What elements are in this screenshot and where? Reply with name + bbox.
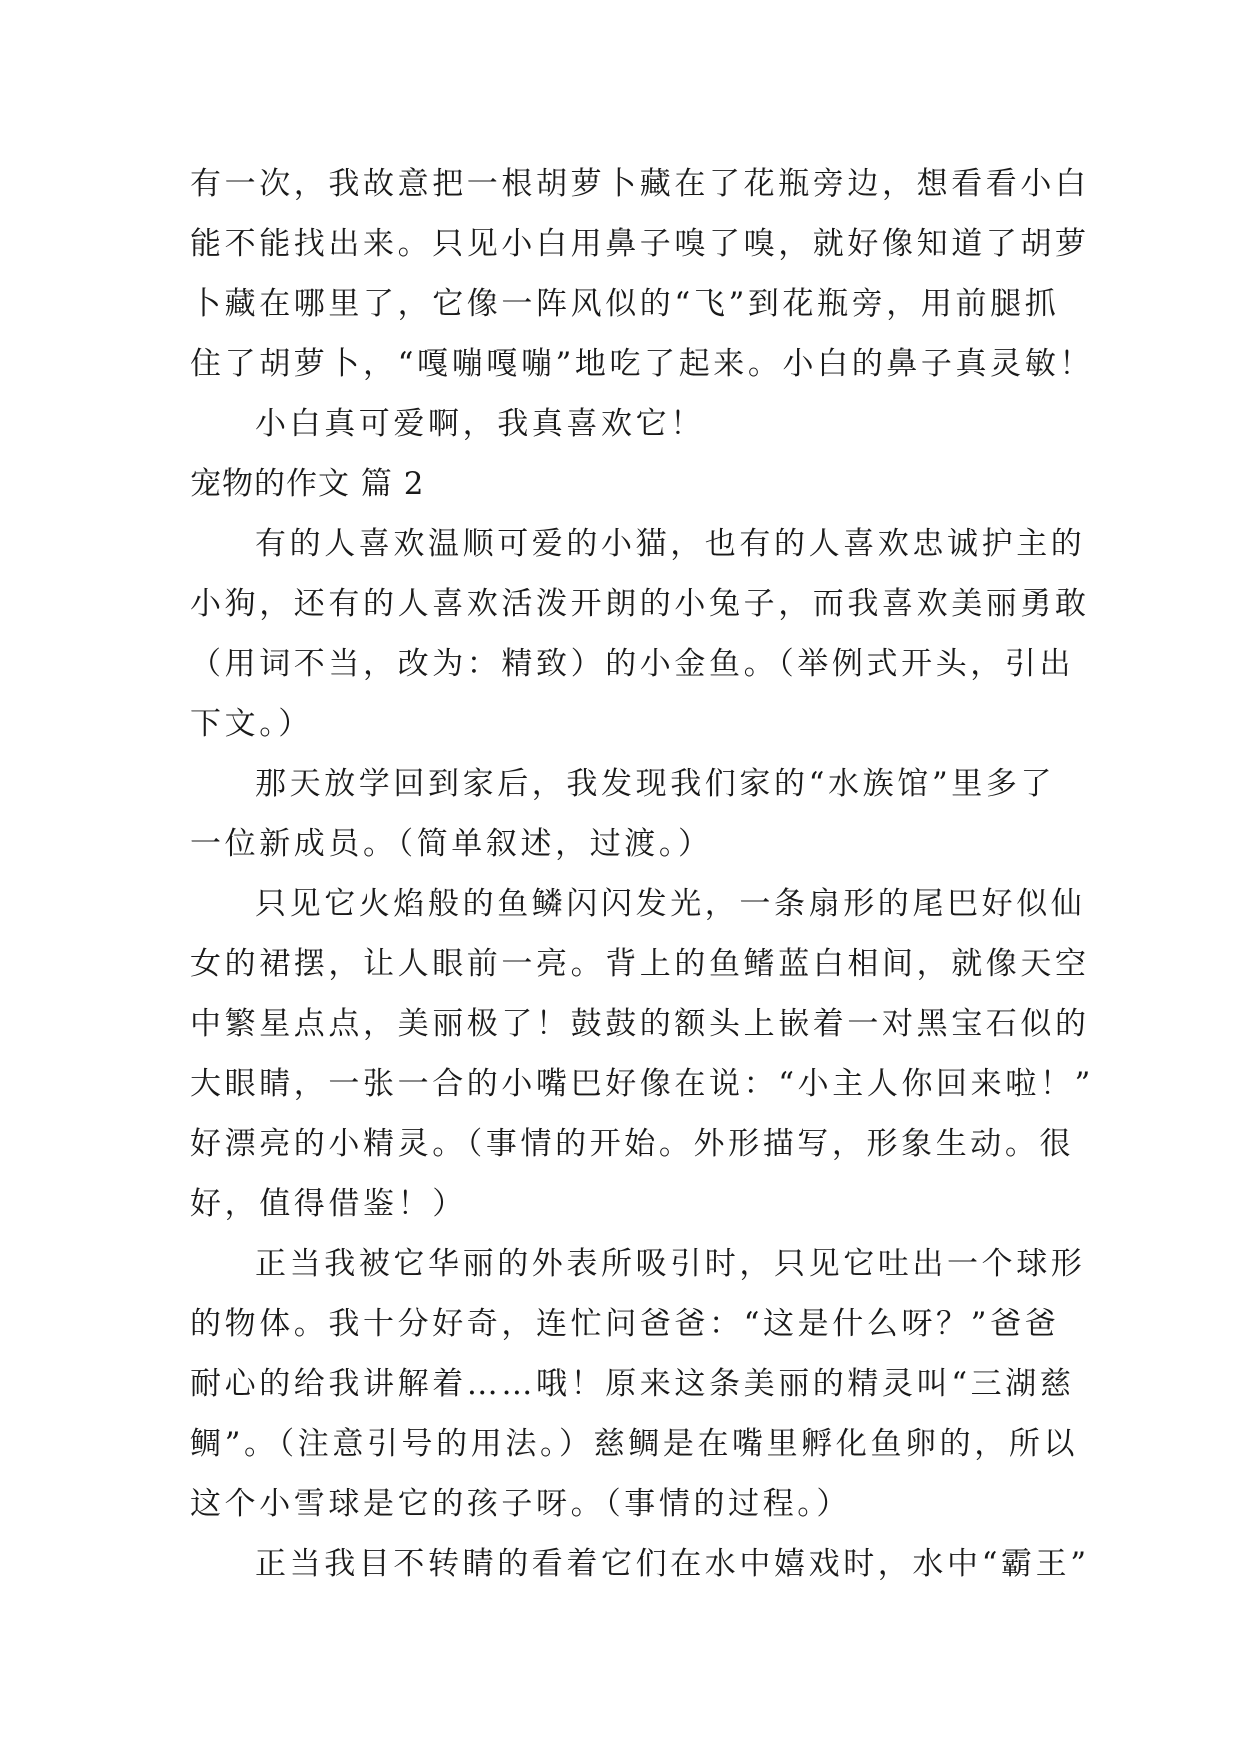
- paragraph-line: 好漂亮的小精灵。（事情的开始。外形描写，形象生动。很: [190, 1126, 1075, 1162]
- paragraph-line: 一位新成员。（简单叙述，过渡。）: [190, 826, 713, 862]
- paragraph-line: （用词不当，改为：精致）的小金鱼。（举例式开头，引出: [190, 646, 1075, 682]
- paragraph-line: 这个小雪球是它的孩子呀。（事情的过程。）: [190, 1486, 851, 1522]
- paragraph-line: 好，值得借鉴！）: [190, 1186, 467, 1222]
- paragraph-line: 女的裙摆，让人眼前一亮。背上的鱼鳍蓝白相间，就像天空: [190, 946, 1090, 982]
- paragraph-line: 正当我目不转睛的看着它们在水中嬉戏时，水中“霸王”: [255, 1546, 1090, 1582]
- section-heading: 宠物的作文 篇 2: [190, 466, 425, 502]
- paragraph-line: 卜藏在哪里了，它像一阵风似的“飞”到花瓶旁，用前腿抓: [190, 286, 1060, 322]
- paragraph-line: 有的人喜欢温顺可爱的小猫，也有的人喜欢忠诚护主的: [255, 526, 1086, 562]
- paragraph-line: 耐心的给我讲解着……哦！原来这条美丽的精灵叫“三湖慈: [190, 1366, 1075, 1402]
- paragraph-line: 能不能找出来。只见小白用鼻子嗅了嗅，就好像知道了胡萝: [190, 226, 1090, 262]
- paragraph-line: 只见它火焰般的鱼鳞闪闪发光，一条扇形的尾巴好似仙: [255, 886, 1086, 922]
- paragraph-line: 住了胡萝卜，“嘎嘣嘎嘣”地吃了起来。小白的鼻子真灵敏！: [190, 346, 1094, 382]
- paragraph-line: 小狗，还有的人喜欢活泼开朗的小兔子，而我喜欢美丽勇敢: [190, 586, 1090, 622]
- paragraph-line: 那天放学回到家后，我发现我们家的“水族馆”里多了: [255, 766, 1056, 802]
- paragraph-line: 小白真可爱啊，我真喜欢它！: [255, 406, 705, 442]
- paragraph-line: 鲷”。（注意引号的用法。）慈鲷是在嘴里孵化鱼卵的，所以: [190, 1426, 1079, 1462]
- paragraph-line: 大眼睛，一张一合的小嘴巴好像在说：“小主人你回来啦！”: [190, 1066, 1094, 1102]
- paragraph-line: 的物体。我十分好奇，连忙问爸爸：“这是什么呀？”爸爸: [190, 1306, 1060, 1342]
- paragraph-line: 中繁星点点，美丽极了！鼓鼓的额头上嵌着一对黑宝石似的: [190, 1006, 1090, 1042]
- paragraph-line: 下文。）: [190, 706, 313, 742]
- paragraph-line: 有一次，我故意把一根胡萝卜藏在了花瓶旁边，想看看小白: [190, 166, 1090, 202]
- paragraph-line: 正当我被它华丽的外表所吸引时，只见它吐出一个球形: [255, 1246, 1086, 1282]
